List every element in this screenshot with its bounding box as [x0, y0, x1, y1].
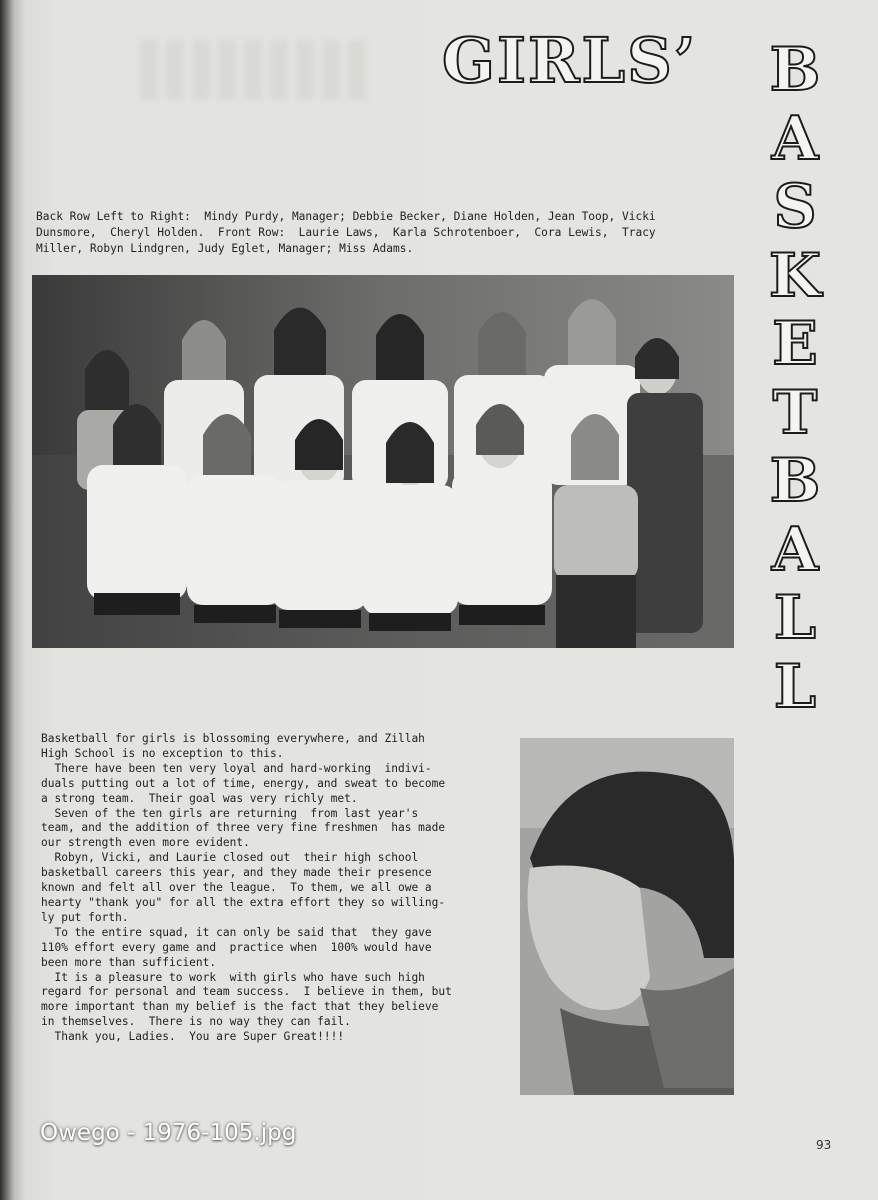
caption-line: Back Row Left to Right: Mindy Purdy, Manager; Debbie Becker, Diane Holden, Jean Toop, Vicki	[36, 210, 656, 223]
heading-letter: E	[772, 309, 818, 379]
heading-letter: B	[769, 35, 821, 105]
caption-line: Miller, Robyn Lindgren, Judy Eglet, Manager; Miss Adams.	[36, 242, 414, 255]
heading-letter: A	[771, 103, 819, 174]
article-line: in themselves. There is no way they can fail.	[41, 1015, 351, 1029]
filename-watermark: Owego - 1976-105.jpg	[40, 1120, 297, 1146]
article-line: Basketball for girls is blossoming everywhere, and Zillah	[41, 732, 425, 745]
heading-letter: K	[768, 240, 822, 311]
article-line: a strong team. Their goal was very richly met.	[41, 791, 358, 805]
heading-letter: T	[772, 377, 818, 448]
article-line: It is a pleasure to work with girls who have such high	[41, 970, 425, 984]
heading-basketball-vertical	[760, 36, 830, 721]
article-line: more important than my belief is the fact that they believe	[41, 1000, 439, 1014]
team-photo	[32, 275, 734, 648]
article-line: There have been ten very loyal and hard-working indivi-	[41, 761, 432, 775]
article-text	[41, 732, 481, 1045]
caption-line: Dunsmore, Cheryl Holden. Front Row: Laurie Laws, Karla Schrotenboer, Cora Lewis, Tracy	[36, 226, 656, 239]
article-line: Seven of the ten girls are returning from last year's	[41, 806, 419, 820]
heading-letter: B	[769, 446, 821, 516]
article-line: team, and the addition of three very fine freshmen has made	[41, 821, 446, 835]
article-line: To the entire squad, it can only be said that they gave	[41, 925, 432, 939]
article-line: Thank you, Ladies. You are Super Great!!!!	[41, 1030, 345, 1044]
heading-letter: L	[773, 583, 817, 653]
article-line: basketball careers this year, and they made their presence	[41, 866, 432, 880]
article-line: our strength even more evident.	[41, 836, 250, 850]
heading-letter: A	[771, 514, 819, 585]
heading-letter: L	[773, 651, 817, 722]
article-line: duals putting out a lot of time, energy, and sweat to become	[41, 776, 446, 790]
coach-portrait	[520, 738, 734, 1095]
page-number: 93	[816, 1138, 832, 1152]
heading-letter: S	[773, 172, 817, 242]
article-line: High School is no exception to this.	[41, 746, 284, 760]
article-line: known and felt all over the league. To them, we all owe a	[41, 881, 432, 895]
article-line: hearty "thank you" for all the extra effort they so willing-	[41, 895, 446, 909]
photo-caption	[36, 209, 726, 257]
article-line: been more than sufficient.	[41, 955, 217, 969]
article-line: Robyn, Vicki, and Laurie closed out their high school	[41, 851, 419, 865]
article-line: regard for personal and team success. I believe in them, but	[41, 985, 452, 999]
heading-girls: GIRLS’	[442, 24, 698, 97]
article-line: ly put forth.	[41, 910, 129, 924]
bleed-through-text	[140, 40, 370, 100]
article-line: 110% effort every game and practice when 100% would have	[41, 940, 432, 954]
